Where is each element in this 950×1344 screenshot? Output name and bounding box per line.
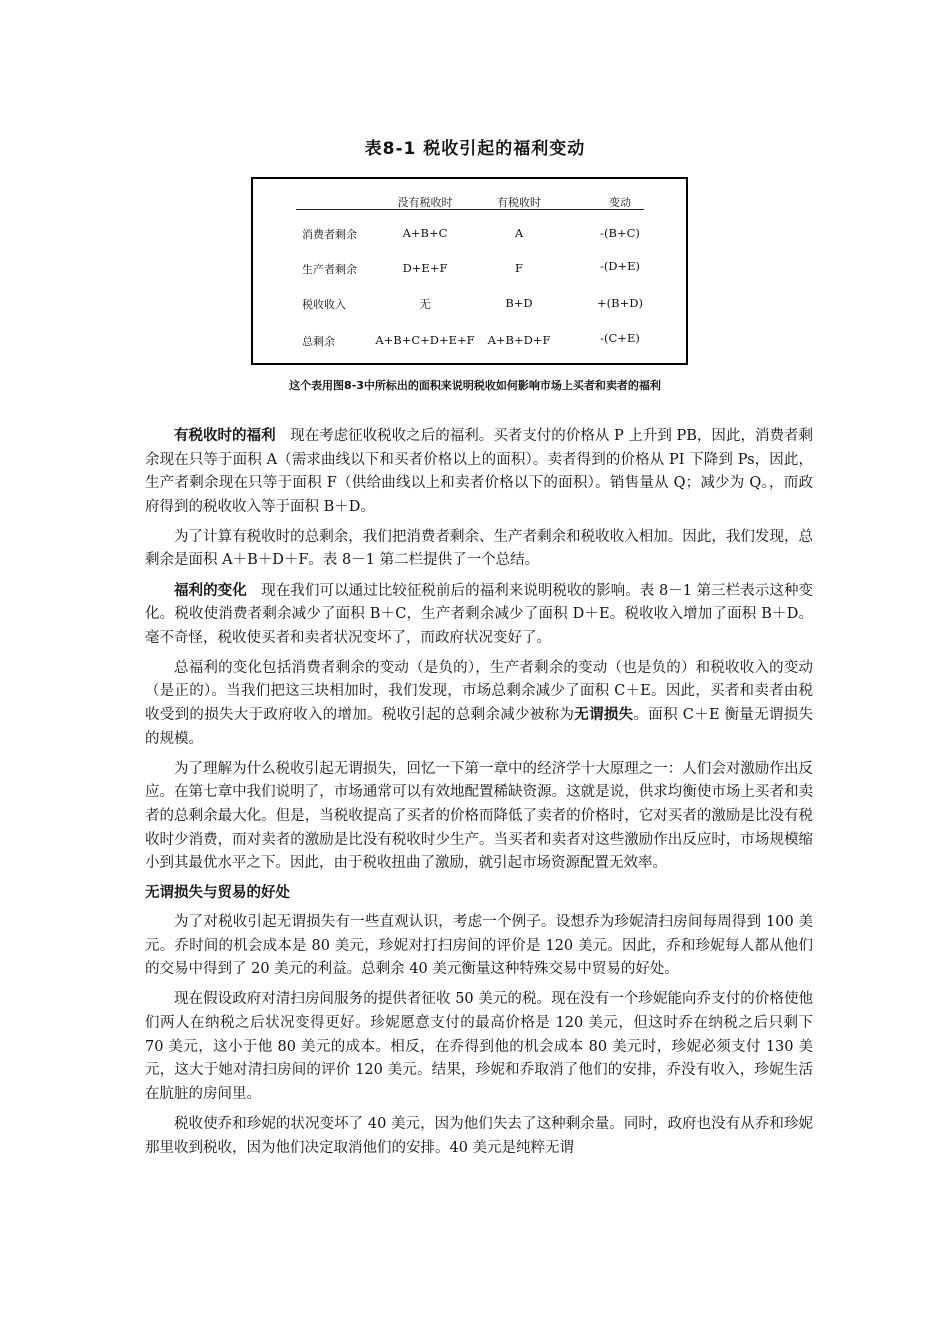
paragraph-text: 现在考虑征收税收之后的福利。买者支付的价格从 P 上升到 PB，因此，消费者剩余现在只等于面积 A（需求曲线以下和买者价格以上的面积）。卖者得到的价格从 PI 下降到 Ps，因此，生产者剩余现在只等于面积 F（供给曲线以上和卖者价格以下的面积）。销售量从 Q；减少为 Q。，而政府得到的税收收入等于面积 B＋D。 <box>145 428 814 515</box>
body-text <box>145 425 813 1167</box>
table-cell: D+E+F <box>402 261 448 275</box>
table-caption: 这个表用图8-3中所标出的面积来说明税收如何影响市场上买者和卖者的福利 <box>289 379 661 392</box>
paragraph <box>145 657 813 751</box>
paragraph-text: 总福利的变化包括消费者剩余的变动（是负的），生产者剩余的变动（也是负的）和税收收入的变动（是正的）。当我们把这三块相加时，我们发现，市场总剩余减少了面积 C＋E。因此，买者和卖者由税收受到的损失大于政府收入的增加。税收引起的总剩余减少被称为 <box>145 659 813 724</box>
table-cell: -(B+C) <box>600 226 640 240</box>
table-cell: 无 <box>419 297 431 311</box>
table-header-with-tax: 有税收时 <box>497 196 541 209</box>
paragraph-text: 。面积 C＋E 衡量无谓损失的规模。 <box>145 707 814 747</box>
table-header-change: 变动 <box>609 196 631 209</box>
table-cell: A+B+D+F <box>487 333 551 347</box>
table-cell: B+D <box>505 296 533 310</box>
table-cell: A+B+C+D+E+F <box>375 333 475 347</box>
paragraph-text: 现在我们可以通过比较征税前后的福利来说明税收的影响。表 8－1 第三栏表示这种变化。税收使消费者剩余减少了面积 B＋C，生产者剩余减少了面积 D＋E。税收收入增加了面积 B＋D。毫不奇怪，税收使买者和卖者状况变坏了，而政府状况变好了。 <box>145 582 814 646</box>
section-heading: 无谓损失与贸易的好处 <box>145 885 290 902</box>
table-header-no-tax: 没有税收时 <box>397 196 453 209</box>
table-cell: F <box>515 261 523 275</box>
table-cell: -(C+E) <box>600 331 640 345</box>
paragraph: 为了对税收引起无谓损失有一些直观认识，考虑一个例子。设想乔为珍妮清扫房间每周得到 100 美元。乔时间的机会成本是 80 美元，珍妮对打扫房间的评价是 120 美元。因此，乔和珍妮每人都从他们的交易中得到了 20 美元的利益。总剩余 40 美元衡量这种特殊交易中贸易的好处。 <box>145 914 813 978</box>
table-row-label: 税收收入 <box>302 298 346 311</box>
paragraph: 为了理解为什么税收引起无谓损失，回忆一下第一章中的经济学十大原理之一：人们会对激励作出反应。在第七章中我们说明了，市场通常可以有效地配置稀缺资源。这就是说，供求均衡使市场上买者和卖者的总剩余最大化。但是，当税收提高了买者的价格而降低了卖者的价格时，它对买者的激励是比没有税收时少消费，而对卖者的激励是比没有税收时少生产。当买者和卖者对这些激励作出反应时，市场规模缩小到其最优水平之下。因此，由于税收扭曲了激励，就引起市场资源配置无效率。 <box>145 760 813 872</box>
table-title: 表8-1 税收引起的福利变动 <box>364 139 586 159</box>
table-cell: A+B+C <box>402 226 448 240</box>
key-term: 无谓损失 <box>574 707 634 724</box>
paragraph-lead: 福利的变化 <box>174 582 247 599</box>
table-cell: +(B+D) <box>597 296 643 310</box>
paragraph-lead: 有税收时的福利 <box>174 428 276 444</box>
table-cell: A <box>514 226 524 240</box>
table-row-label: 总剩余 <box>302 335 335 348</box>
paragraph <box>145 580 813 651</box>
table-row-label: 消费者剩余 <box>302 228 357 241</box>
paragraph: 现在假设政府对清扫房间服务的提供者征收 50 美元的税。现在没有一个珍妮能向乔支付的价格使他们两人在纳税之后状况变得更好。珍妮愿意支付的最高价格是 120 美元，但这时乔在纳税之后只剩下 70 美元，这小于他 80 美元的成本。相反，在乔得到他的机会成本 80 美元时，珍妮必须支付 130 美元，这大于她对清扫房间的评价 120 美元。结果，珍妮和乔取消了他们的安排，乔没有收入，珍妮生活在肮脏的房间里。 <box>145 991 813 1102</box>
paragraph: 为了计算有税收时的总剩余，我们把消费者剩余、生产者剩余和税收收入相加。因此，我们发现，总剩余是面积 A＋B＋D＋F。表 8－1 第二栏提供了一个总结。 <box>145 528 813 569</box>
table-cell: -(D+E) <box>599 259 641 273</box>
paragraph <box>145 425 813 519</box>
table-header-rule <box>296 209 644 210</box>
paragraph: 税收使乔和珍妮的状况变坏了 40 美元，因为他们失去了这种剩余量。同时，政府也没有从乔和珍妮那里收到税收，因为他们决定取消他们的安排。40 美元是纯粹无谓 <box>145 1115 813 1156</box>
table-row-label: 生产者剩余 <box>302 263 357 276</box>
